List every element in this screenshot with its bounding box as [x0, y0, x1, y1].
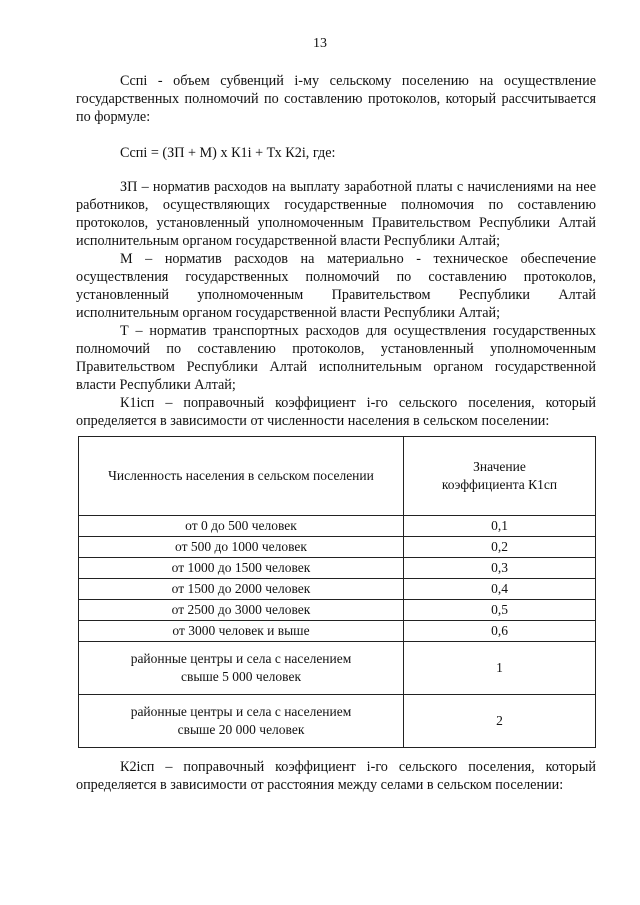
population-range	[79, 642, 404, 695]
paragraph-k2-definition: К2iсп – поправочный коэффициент i-го сельского поселения, который определяется в зависимости от расстояния между селами в сельском поселении:	[76, 759, 596, 793]
population-range-line2: свыше 5 000 человек	[180, 669, 302, 684]
table-row	[79, 579, 596, 600]
population-range	[79, 695, 404, 748]
table-row	[79, 537, 596, 558]
population-range-line2: свыше 20 000 человек	[177, 722, 305, 737]
header-population: Численность населения в сельском поселении	[79, 437, 404, 516]
coefficient-value: 2	[404, 695, 596, 748]
paragraph-t-definition: Т – норматив транспортных расходов для осуществления государственных полномочий по составлению протоколов, установленный уполномоченным Правительством Республики Алтай исполнительным органом государственной власти Республики Алтай;	[76, 323, 596, 393]
formula: Ccпi = (ЗП + М) х К1i + Тх К2i, где:	[120, 145, 336, 161]
paragraph-m-definition: М – норматив расходов на материально - техническое обеспечение осуществления государственных полномочий по составлению протоколов, установленный уполномоченным Правительством Республики Алтай исполнительным органом государственной власти Республики Алтай;	[76, 251, 596, 321]
document-body	[76, 72, 596, 794]
table-row	[79, 695, 596, 748]
paragraph-zp-definition: ЗП – норматив расходов на выплату заработной платы с начислениями на нее работников, осуществляющих государственные полномочия по составлению протоколов, установленный уполномоченным Правительством Республики Алтай исполнительным органом государственной власти Республики Алтай;	[76, 179, 596, 249]
coefficient-value: 0,4	[404, 579, 596, 600]
header-coefficient	[404, 437, 596, 516]
page-number: 13	[313, 36, 327, 51]
coefficient-value: 0,1	[404, 516, 596, 537]
coefficient-value: 0,2	[404, 537, 596, 558]
table-row	[79, 558, 596, 579]
table-row	[79, 600, 596, 621]
coefficient-value: 1	[404, 642, 596, 695]
table-row	[79, 516, 596, 537]
table-row	[79, 642, 596, 695]
paragraph-subvention-definition: Ccпi - объем субвенций i-му сельскому поселению на осуществление государственных полномочий по составлению протоколов, который рассчитывается по формуле:	[76, 73, 596, 125]
table-header-row	[79, 437, 596, 516]
population-range: от 1500 до 2000 человек	[79, 579, 404, 600]
population-range: от 2500 до 3000 человек	[79, 600, 404, 621]
coefficient-value: 0,3	[404, 558, 596, 579]
header-coefficient-line2: коэффициента К1сп	[441, 477, 558, 492]
population-range: от 1000 до 1500 человек	[79, 558, 404, 579]
coefficient-value: 0,6	[404, 621, 596, 642]
population-range: от 3000 человек и выше	[79, 621, 404, 642]
population-range: от 0 до 500 человек	[79, 516, 404, 537]
paragraph-k1-definition: К1iсп – поправочный коэффициент i-го сельского поселения, который определяется в зависимости от численности населения в сельском поселении:	[76, 395, 596, 429]
population-range-line1: районные центры и села с населением	[130, 704, 352, 719]
population-range: от 500 до 1000 человек	[79, 537, 404, 558]
table-row	[79, 621, 596, 642]
coefficient-value: 0,5	[404, 600, 596, 621]
coefficient-table	[78, 436, 596, 748]
header-coefficient-line1: Значение	[473, 459, 526, 474]
population-range-line1: районные центры и села с населением	[130, 651, 352, 666]
